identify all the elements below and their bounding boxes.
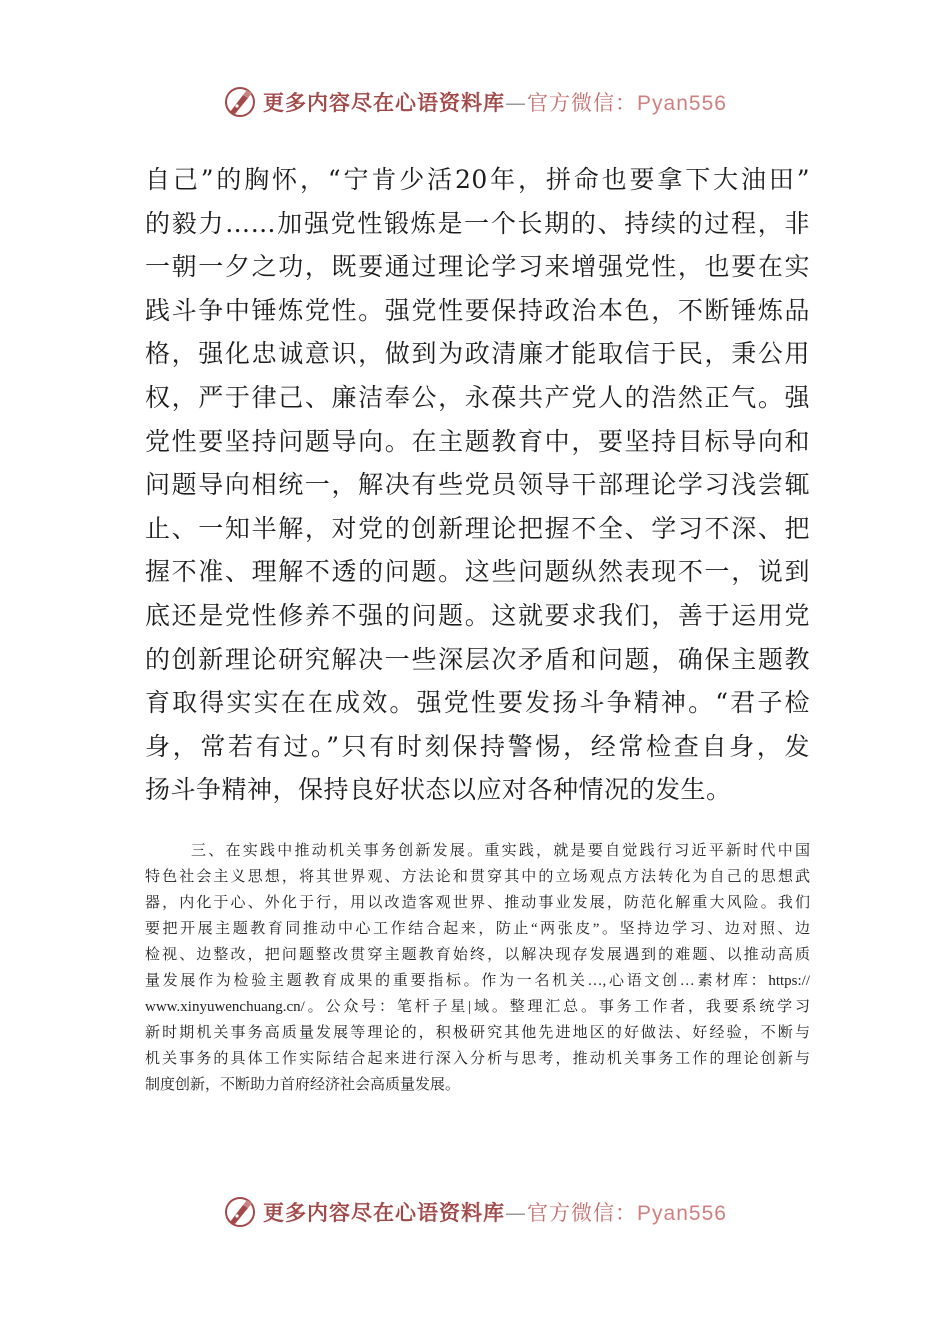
- text-line: 底还是党性修养不强的问题。这就要求我们，善于运用党: [145, 600, 810, 630]
- text-line: 党性要坚持问题导向。在主题教育中，要坚持目标导向和: [145, 426, 810, 456]
- banner-site-name: 更多内容尽在心语资料库: [263, 91, 506, 115]
- paragraph-line: 要把开展主题教育同推动中心工作结合起来，防止“两张皮”。坚持边学习、边对照、边: [145, 921, 810, 937]
- text-line: 践斗争中锤炼党性。强党性要保持政治本色，不断锤炼品: [145, 295, 810, 325]
- text-line: 权，严于律己、廉洁奉公，永葆共产党人的浩然正气。强: [145, 382, 810, 412]
- text-line: 的毅力……加强党性锻炼是一个长期的、持续的过程，非: [145, 208, 810, 238]
- banner-wechat-id: Pyan556: [637, 92, 727, 115]
- paragraph-line: 制度创新，不断助力首府经济社会高质量发展。: [145, 1077, 461, 1093]
- banner-wechat-label: 官方微信：: [527, 1201, 638, 1225]
- banner-separator: —: [505, 1201, 528, 1225]
- large-body-text: [145, 158, 810, 812]
- text-line: 的创新理论研究解决一些深层次矛盾和问题，确保主题教: [145, 644, 810, 674]
- banner-wechat-label: 官方微信：: [527, 91, 638, 115]
- paragraph-line: 三、在实践中推动机关事务创新发展。重实践，就是要自觉践行习近平新时代中国: [191, 843, 810, 859]
- text-line: 扬斗争精神，保持良好状态以应对各种情况的发生。: [145, 775, 732, 805]
- text-line: 握不准、理解不透的问题。这些问题纵然表现不一，说到: [145, 557, 810, 587]
- paragraph-line: 新时期机关事务高质量发展等理论的，积极研究其他先进地区的好做法、好经验，不断与: [145, 1025, 810, 1041]
- text-line: 格，强化忠诚意识，做到为政清廉才能取信于民，秉公用: [145, 339, 810, 369]
- section-three-paragraph: [145, 838, 810, 1098]
- paragraph-line: 器，内化于心、外化于行，用以改造客观世界、推动事业发展，防范化解重大风险。我们: [145, 895, 810, 911]
- header-watermark-banner: [0, 80, 950, 124]
- banner-site-name: 更多内容尽在心语资料库: [263, 1201, 506, 1225]
- footer-watermark-banner: [0, 1190, 950, 1234]
- paragraph-line: 检视、边整改，把问题整改贯穿主题教育始终，以解决现存发展遇到的难题、以推动高质: [145, 947, 810, 963]
- banner-separator: —: [505, 91, 528, 115]
- paragraph-line: www.xinyuwenchuang.cn/。公众号：笔杆子星|域。整理汇总。事务工作者，我要系统学习: [145, 999, 810, 1015]
- pen-nib-logo-icon: [223, 1195, 257, 1229]
- text-line: 身，常若有过。”只有时刻保持警惕，经常检查自身，发: [145, 731, 810, 761]
- text-line: 自己”的胸怀，“宁肯少活20年，拼命也要拿下大油田”: [145, 165, 810, 194]
- text-line: 育取得实实在在成效。强党性要发扬斗争精神。“君子检: [145, 688, 810, 718]
- text-line: 一朝一夕之功，既要通过理论学习来增强党性，也要在实: [145, 252, 810, 282]
- paragraph-line: 量发展作为检验主题教育成果的重要指标。作为一名机关…,心语文创…素材库：https://: [145, 973, 810, 989]
- paragraph-line: 特色社会主义思想，将其世界观、方法论和贯穿其中的立场观点方法转化为自己的思想武: [145, 869, 810, 885]
- banner-text: [263, 87, 727, 117]
- text-line: 问题导向相统一，解决有些党员领导干部理论学习浅尝辄: [145, 470, 810, 500]
- banner-text: [263, 1197, 727, 1227]
- banner-wechat-id: Pyan556: [637, 1202, 727, 1225]
- pen-nib-logo-icon: [223, 85, 257, 119]
- paragraph-line: 机关事务的具体工作实际结合起来进行深入分析与思考，推动机关事务工作的理论创新与: [145, 1051, 810, 1067]
- text-line: 止、一知半解，对党的创新理论把握不全、学习不深、把: [145, 513, 810, 543]
